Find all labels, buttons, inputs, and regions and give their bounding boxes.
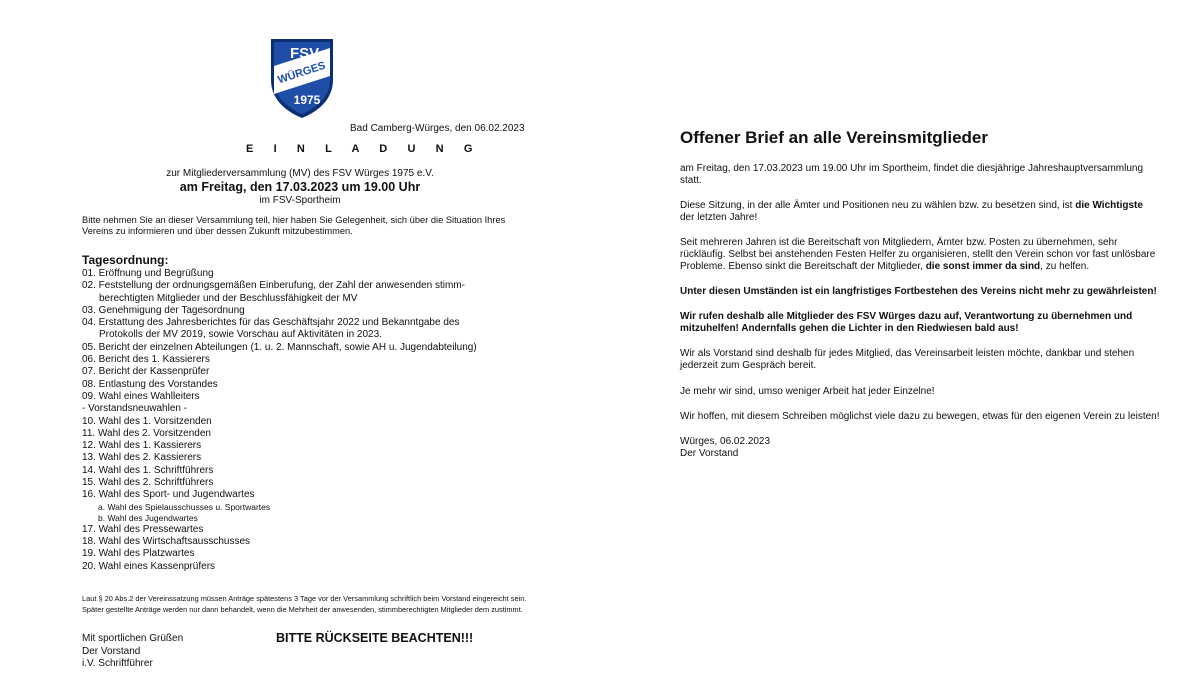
club-crest-logo xyxy=(267,36,337,120)
agenda-item-text: 12. Wahl des 1. Kassierers xyxy=(82,440,202,452)
agenda-item xyxy=(82,536,522,548)
agenda-item-text: 10. Wahl des 1. Vorsitzenden xyxy=(82,415,212,427)
invitation-subtitle: zur Mitgliederversammlung (MV) des FSV Würges 1975 e.V. xyxy=(166,168,434,179)
open-letter-title: Offener Brief an alle Vereinsmitglieder xyxy=(680,128,989,147)
agenda-item xyxy=(82,428,522,440)
letter-paragraph-bold: Wir rufen deshalb alle Mitglieder des FSV Würges dazu auf, Verantwortung zu übernehmen und mitzuhelfen! Andernfalls gehen die Lichter in den Riedwiesen bald aus! xyxy=(680,311,1133,335)
letter-paragraph: am Freitag, den 17.03.2023 um 19.00 Uhr im Sportheim, findet die diesjährige Jahreshauptversammlung statt. xyxy=(680,163,1144,186)
agenda-item xyxy=(82,548,522,560)
see-reverse-notice: BITTE RÜCKSEITE BEACHTEN!!! xyxy=(276,631,474,645)
agenda-item xyxy=(82,489,522,501)
agenda-item xyxy=(82,366,522,378)
closing-signatory: i.V. Schriftführer xyxy=(82,658,153,670)
agenda-item xyxy=(82,477,522,489)
agenda-item-text: 06. Bericht des 1. Kassierers xyxy=(82,354,210,366)
agenda-item xyxy=(82,440,522,452)
agenda-item-text: a. Wahl des Spielausschusses u. Sportwartes xyxy=(98,501,271,512)
place-date: Bad Camberg-Würges, den 06.02.2023 xyxy=(350,123,525,134)
agenda-item-text: 16. Wahl des Sport- und Jugendwartes xyxy=(82,489,255,501)
agenda-item-text: 08. Entlastung des Vorstandes xyxy=(82,378,218,390)
agenda-item-text: 04. Erstattung des Jahresberichtes für das Geschäftsjahr 2022 und Bekanntgabe des xyxy=(82,317,460,329)
letter-paragraph: Je mehr wir sind, umso weniger Arbeit hat jeder Einzelne! xyxy=(680,385,935,397)
agenda-item-text: 19. Wahl des Platzwartes xyxy=(82,548,195,560)
agenda-item-text: 03. Genehmigung der Tagesordnung xyxy=(82,304,245,316)
crest-top-text: FSV xyxy=(290,45,320,62)
agenda-item xyxy=(82,391,522,403)
letter-text: der letzten Jahre! xyxy=(680,211,758,223)
letter-paragraph xyxy=(680,237,1160,272)
agenda-item-text: 05. Bericht der einzelnen Abteilungen (1. u. 2. Mannschaft, sowie AH u. Jugendabteilung) xyxy=(82,341,477,353)
agenda-item xyxy=(82,403,522,415)
agenda-item xyxy=(82,416,522,428)
letter-text: , zu helfen. xyxy=(1040,260,1090,272)
agenda-item-text: 01. Eröffnung und Begrüßung xyxy=(82,268,214,279)
agenda-heading: Tagesordnung: xyxy=(82,253,169,267)
agenda-item xyxy=(82,524,522,536)
agenda-item xyxy=(82,342,522,354)
agenda-item-text: 15. Wahl des 2. Schriftführers xyxy=(82,477,214,489)
invitation-intro: Bitte nehmen Sie an dieser Versammlung teil, hier haben Sie Gelegenheit, sich über die Situation Ihres Vereins zu informieren und über dessen Zukunft mitzubestimmen. xyxy=(82,215,506,237)
agenda-item-text: b. Wahl des Jugendwartes xyxy=(98,512,198,523)
agenda-item xyxy=(82,268,522,280)
agenda-item xyxy=(82,561,522,573)
letter-emphasis: die Wichtigste xyxy=(1075,200,1143,212)
signature-date: Würges, 06.02.2023 xyxy=(680,436,771,448)
agenda-item-continuation: berechtigten Mitglieder und der Beschlussfähigkeit der MV xyxy=(99,292,358,304)
open-letter-page xyxy=(600,0,1200,673)
agenda-item-text: 18. Wahl des Wirtschaftsausschusses xyxy=(82,535,251,547)
letter-emphasis: die sonst immer da sind xyxy=(925,260,1041,272)
open-letter-body xyxy=(680,163,1160,460)
agenda-item xyxy=(82,305,522,317)
agenda-item xyxy=(82,379,522,391)
agenda-item xyxy=(82,452,522,464)
agenda-item-continuation: Protokolls der MV 2019, sowie Vorschau auf Aktivitäten in 2023. xyxy=(99,329,382,341)
signature-name: Der Vorstand xyxy=(680,448,739,460)
letter-paragraph: Wir als Vorstand sind deshalb für jedes Mitglied, das Vereinsarbeit leisten möchte, dankbar und stehen jederzeit zum Gespräch bereit. xyxy=(680,348,1135,372)
agenda-subitem xyxy=(82,502,522,513)
letter-paragraph-bold: Unter diesen Umständen ist ein langfristiges Fortbestehen des Vereins nicht mehr zu gewährleisten! xyxy=(680,285,1157,297)
agenda-item xyxy=(82,465,522,477)
closing-board: Der Vorstand xyxy=(82,645,141,657)
agenda-subitem xyxy=(82,513,522,524)
agenda-item xyxy=(82,354,522,366)
crest-year-text: 1975 xyxy=(293,93,321,107)
closing-block xyxy=(82,633,183,671)
agenda-item xyxy=(82,280,522,305)
agenda-item-text: 17. Wahl des Pressewartes xyxy=(82,523,204,535)
agenda-list xyxy=(82,268,522,573)
agenda-item-text: 09. Wahl eines Wahlleiters xyxy=(82,390,200,402)
crest-name-text: WÜRGES xyxy=(276,59,328,87)
invitation-title: E I N L A D U N G xyxy=(246,143,482,155)
meeting-location: im FSV-Sportheim xyxy=(259,195,341,206)
agenda-item-text: 11. Wahl des 2. Vorsitzenden xyxy=(82,427,211,439)
agenda-item-text: 02. Feststellung der ordnungsgemäßen Einberufung, der Zahl der anwesenden stimm- xyxy=(82,280,465,292)
statute-footnote: Laut § 20 Abs.2 der Vereinssatzung müssen Anträge spätestens 3 Tage vor der Versammlung schriftlich beim Vorstand eingereicht sein. Später gestellte Anträge werden nur dann behandelt, wenn die Mehrheit der anwesenden, stimmberechtigten Mitglieder dem zustimmt. xyxy=(82,594,527,615)
letter-text: Seit mehreren Jahren ist die Bereitschaft von Mitgliedern, Ämter bzw. Posten zu übernehmen, sehr rückläufig. Selbst bei anstehenden Festen Helfer zu organisieren, stellt den Verein schon vor fast unlösbare Probleme. Ebenso sinkt die Bereitschaft der Mitglieder, xyxy=(680,237,1156,272)
letter-paragraph: Wir hoffen, mit diesem Schreiben möglichst viele dazu zu bewegen, etwas für den eigenen Verein zu leisten! xyxy=(680,410,1160,422)
meeting-date-time: am Freitag, den 17.03.2023 um 19.00 Uhr xyxy=(179,180,421,194)
agenda-item-text: 07. Bericht der Kassenprüfer xyxy=(82,366,210,378)
letter-paragraph xyxy=(680,200,1160,223)
agenda-item-text: 14. Wahl des 1. Schriftführers xyxy=(82,464,214,476)
agenda-item-text: - Vorstandsneuwahlen - xyxy=(82,403,188,415)
letter-text: Diese Sitzung, in der alle Ämter und Positionen neu zu wählen bzw. zu besetzen sind, ist xyxy=(680,200,1076,212)
agenda-item-text: 13. Wahl des 2. Kassierers xyxy=(82,452,202,464)
closing-greeting: Mit sportlichen Grüßen xyxy=(82,633,184,644)
agenda-item xyxy=(82,317,522,342)
agenda-item-text: 20. Wahl eines Kassenprüfers xyxy=(82,560,216,572)
